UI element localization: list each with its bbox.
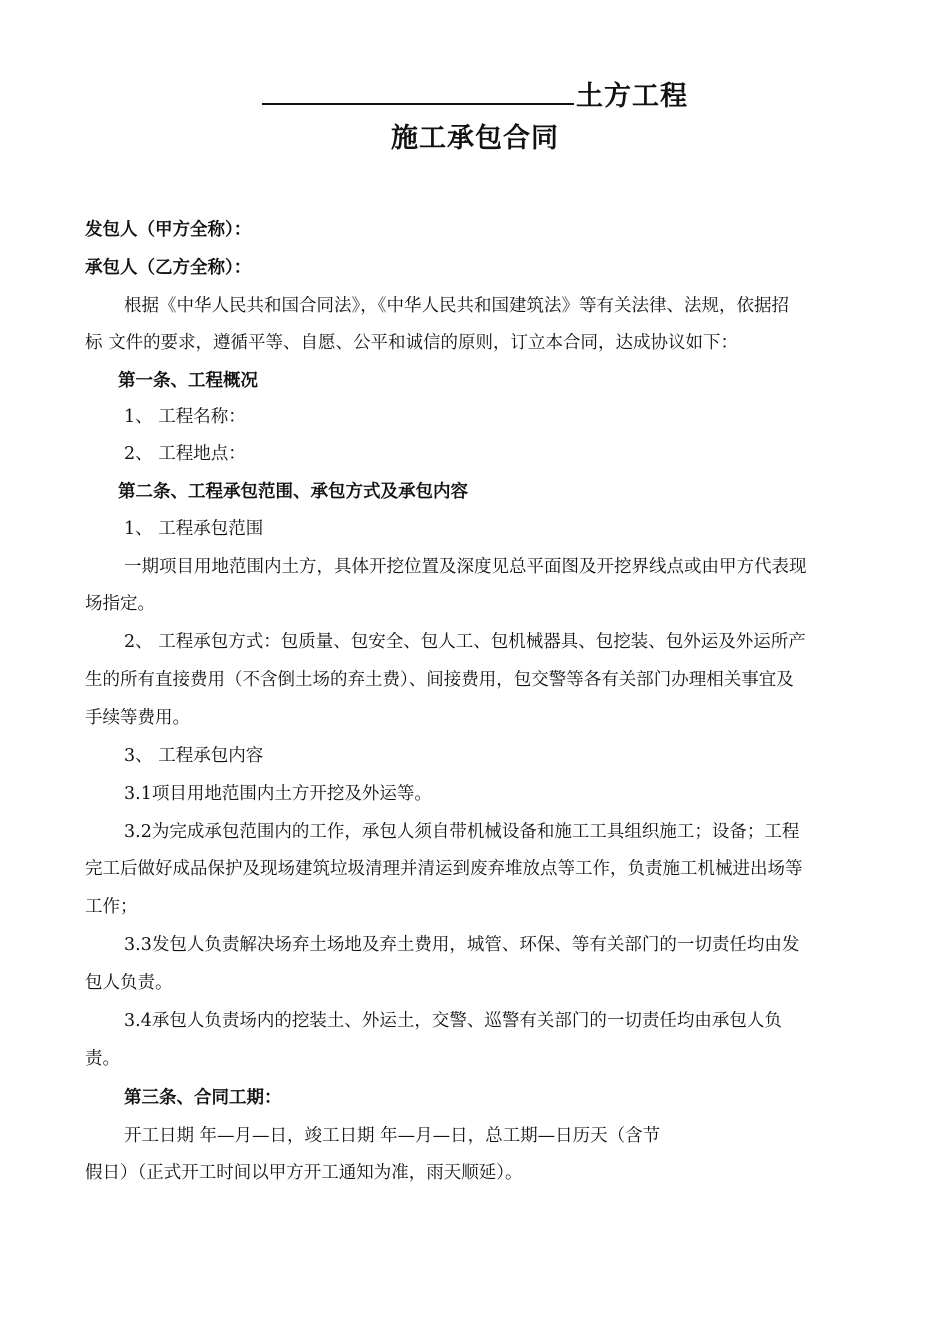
- list-item: 1、 工程名称：: [124, 407, 246, 427]
- paragraph-line: 责。: [85, 1049, 120, 1069]
- paragraph-line: 根据《中华人民共和国合同法》，《中华人民共和国建筑法》等有关法律、法规，依据招: [124, 296, 789, 316]
- article-3-heading: 第三条、合同工期：: [124, 1088, 282, 1108]
- paragraph-line: 3.2为完成承包范围内的工作，承包人须自带机械设备和施工工具组织施工；设备；工程: [124, 822, 800, 842]
- paragraph-line: 一期项目用地范围内土方，具体开挖位置及深度见总平面图及开挖界线点或由甲方代表现: [124, 557, 807, 577]
- list-item: 2、 工程地点：: [124, 444, 246, 464]
- paragraph-line: 2、 工程承包方式：包质量、包安全、包人工、包机械器具、包挖装、包外运及外运所产: [124, 632, 806, 652]
- title-suffix: 土方工程: [576, 81, 688, 112]
- paragraph-line: 场指定。: [85, 594, 155, 614]
- article-1-heading: 第一条、工程概况: [118, 371, 258, 391]
- paragraph-line: 3.1项目用地范围内土方开挖及外运等。: [124, 784, 432, 804]
- party-b-label: 承包人（乙方全称）：: [85, 258, 252, 278]
- paragraph-line: 3.4承包人负责场内的挖装土、外运土，交警、巡警有关部门的一切责任均由承包人负: [124, 1011, 782, 1031]
- paragraph-line: 完工后做好成品保护及现场建筑垃圾清理并清运到废弃堆放点等工作，负责施工机械进出场等: [85, 859, 803, 879]
- document-title: 施工承包合同: [391, 123, 559, 154]
- paragraph-line: 开工日期 年—月—日，竣工日期 年—月—日，总工期—日历天（含节: [124, 1126, 661, 1146]
- paragraph-line: 手续等费用。: [85, 708, 190, 728]
- paragraph-line: 假日）（正式开工时间以甲方开工通知为准，雨天顺延）。: [85, 1163, 523, 1183]
- project-name-blank[interactable]: [262, 79, 574, 105]
- paragraph-line: 标 文件的要求，遵循平等、自愿、公平和诚信的原则，订立本合同，达成协议如下：: [85, 333, 739, 353]
- paragraph-line: 3.3发包人负责解决场弃土场地及弃土费用，城管、环保、等有关部门的一切责任均由发: [124, 935, 800, 955]
- list-item: 1、 工程承包范围: [124, 519, 264, 539]
- title-line-1: [0, 74, 950, 113]
- paragraph-line: 工作；: [85, 897, 138, 917]
- paragraph-line: 包人负责。: [85, 973, 173, 993]
- article-2-heading: 第二条、工程承包范围、承包方式及承包内容: [118, 482, 468, 502]
- list-item: 3、 工程承包内容: [124, 746, 264, 766]
- party-a-label: 发包人（甲方全称）：: [85, 220, 252, 240]
- paragraph-line: 生的所有直接费用（不含倒土场的弃土费）、间接费用，包交警等各有关部门办理相关事宜及: [85, 670, 794, 690]
